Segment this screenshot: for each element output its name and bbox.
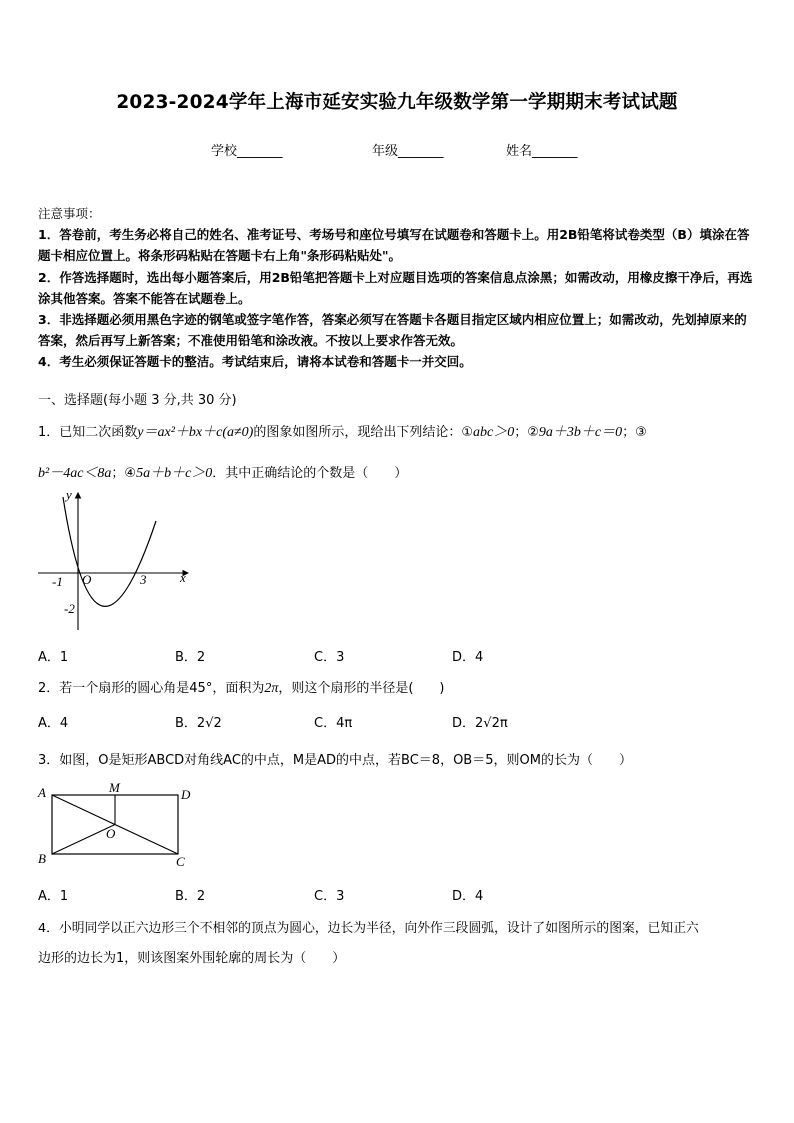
q2-line (38, 677, 445, 697)
q1-text: ；② (514, 425, 539, 440)
origin-label: O (82, 572, 92, 587)
parabola-curve (63, 497, 156, 606)
q1-line1 (38, 421, 647, 441)
grade-field: 年级_______ (372, 144, 444, 159)
page-title: 2023-2024学年上海市延安实验九年级数学第一学期期末考试试题 (116, 92, 678, 113)
q2-area: 2π (264, 681, 279, 696)
q2-option-d[interactable]: D．2√2π (452, 716, 508, 731)
q1-option-a[interactable]: A．1 (38, 650, 69, 665)
note-item: 3．非选择题必须用黑色字迹的钢笔或签字笔作答，答案必须写在答题卡各题目指定区域内相应位置上；如需改动，先划掉原来的答案，然后再写上新答案；不准使用铅笔和涂改液。不按以上要求作答无效。 (38, 312, 747, 349)
label-d: D (181, 787, 191, 802)
q4-line1: 4．小明同学以正六边形三个不相邻的顶点为圆心，边长为半径，向外作三段圆弧，设计了如图所示的图案，已知正六 (38, 921, 699, 936)
q1-text: ；④ (111, 466, 137, 481)
q1-function: y＝ax²＋bx＋c(a≠0) (137, 425, 254, 440)
q2-text: 2．若一个扇形的圆心角是45°，面积为 (38, 681, 265, 696)
tick-minus-1: -1 (52, 574, 63, 589)
q1-text: 1．已知二次函数 (38, 425, 138, 440)
q1-text: ；③ (622, 425, 647, 440)
q3-option-c[interactable]: C．3 (314, 889, 345, 904)
q1-option-b[interactable]: B．2 (175, 650, 206, 665)
note-item: 4．考生必须保证答题卡的整洁。考试结束后，请将本试卷和答题卡一并交回。 (38, 354, 472, 370)
note-item: 1．答卷前，考生务必将自己的姓名、准考证号、考场号和座位号填写在试题卷和答题卡上。用2B铅笔将试卷类型（B）填涂在答题卡相应位置上。将条形码粘贴在答题卡右上角"条形码粘贴处"。 (38, 227, 750, 264)
label-a: A (38, 785, 46, 800)
q3-option-d[interactable]: D．4 (452, 889, 484, 904)
q1-line2 (38, 462, 407, 482)
y-axis-label: y (66, 487, 72, 502)
q1-text: ．其中正确结论的个数是（ ） (212, 466, 408, 481)
notes-block (38, 203, 758, 373)
q1-parabola-graph (30, 485, 200, 635)
q3-text: 3．如图，O是矩形ABCD对角线AC的中点，M是AD的中点，若BC＝8，OB＝5，则OM的长为（ ） (38, 753, 632, 768)
q2-option-c[interactable]: C．4π (314, 716, 353, 731)
q4-line2: 边形的边长为1，则该图案外围轮廓的周长为（ ） (38, 951, 346, 966)
notes-heading: 注意事项： (38, 206, 101, 221)
q3-rectangle-figure (34, 778, 204, 870)
q1-conclusion-3: b²－4ac＜8a (38, 466, 112, 481)
q1-option-c[interactable]: C．3 (314, 650, 345, 665)
section-heading: 一、选择题(每小题 3 分,共 30 分) (38, 393, 237, 408)
tick-minus-2: -2 (64, 601, 75, 616)
label-m: M (109, 780, 120, 795)
q1-conclusion-4: 5a＋b＋c＞0 (136, 466, 213, 481)
q2-option-b[interactable]: B．2√2 (175, 716, 222, 731)
q1-conclusion-1: abc＞0 (473, 425, 515, 440)
name-field: 姓名_______ (506, 144, 578, 159)
label-c: C (176, 854, 185, 869)
q3-option-b[interactable]: B．2 (175, 889, 206, 904)
tick-3: 3 (140, 572, 147, 587)
q1-text: 的图象如图所示，现给出下列结论：① (253, 425, 473, 440)
school-field: 学校_______ (211, 144, 283, 159)
label-b: B (38, 851, 46, 866)
x-axis-label: x (180, 570, 186, 585)
q2-option-a[interactable]: A．4 (38, 716, 69, 731)
label-o: O (106, 826, 116, 841)
q1-conclusion-2: 9a＋3b＋c＝0 (538, 425, 623, 440)
q2-text: ，则这个扇形的半径是( ) (278, 681, 445, 696)
q3-option-a[interactable]: A．1 (38, 889, 69, 904)
q1-option-d[interactable]: D．4 (452, 650, 484, 665)
note-item: 2．作答选择题时，选出每小题答案后，用2B铅笔把答题卡上对应题目选项的答案信息点涂黑；如需改动，用橡皮擦干净后，再选涂其他答案。答案不能答在试题卷上。 (38, 269, 753, 306)
